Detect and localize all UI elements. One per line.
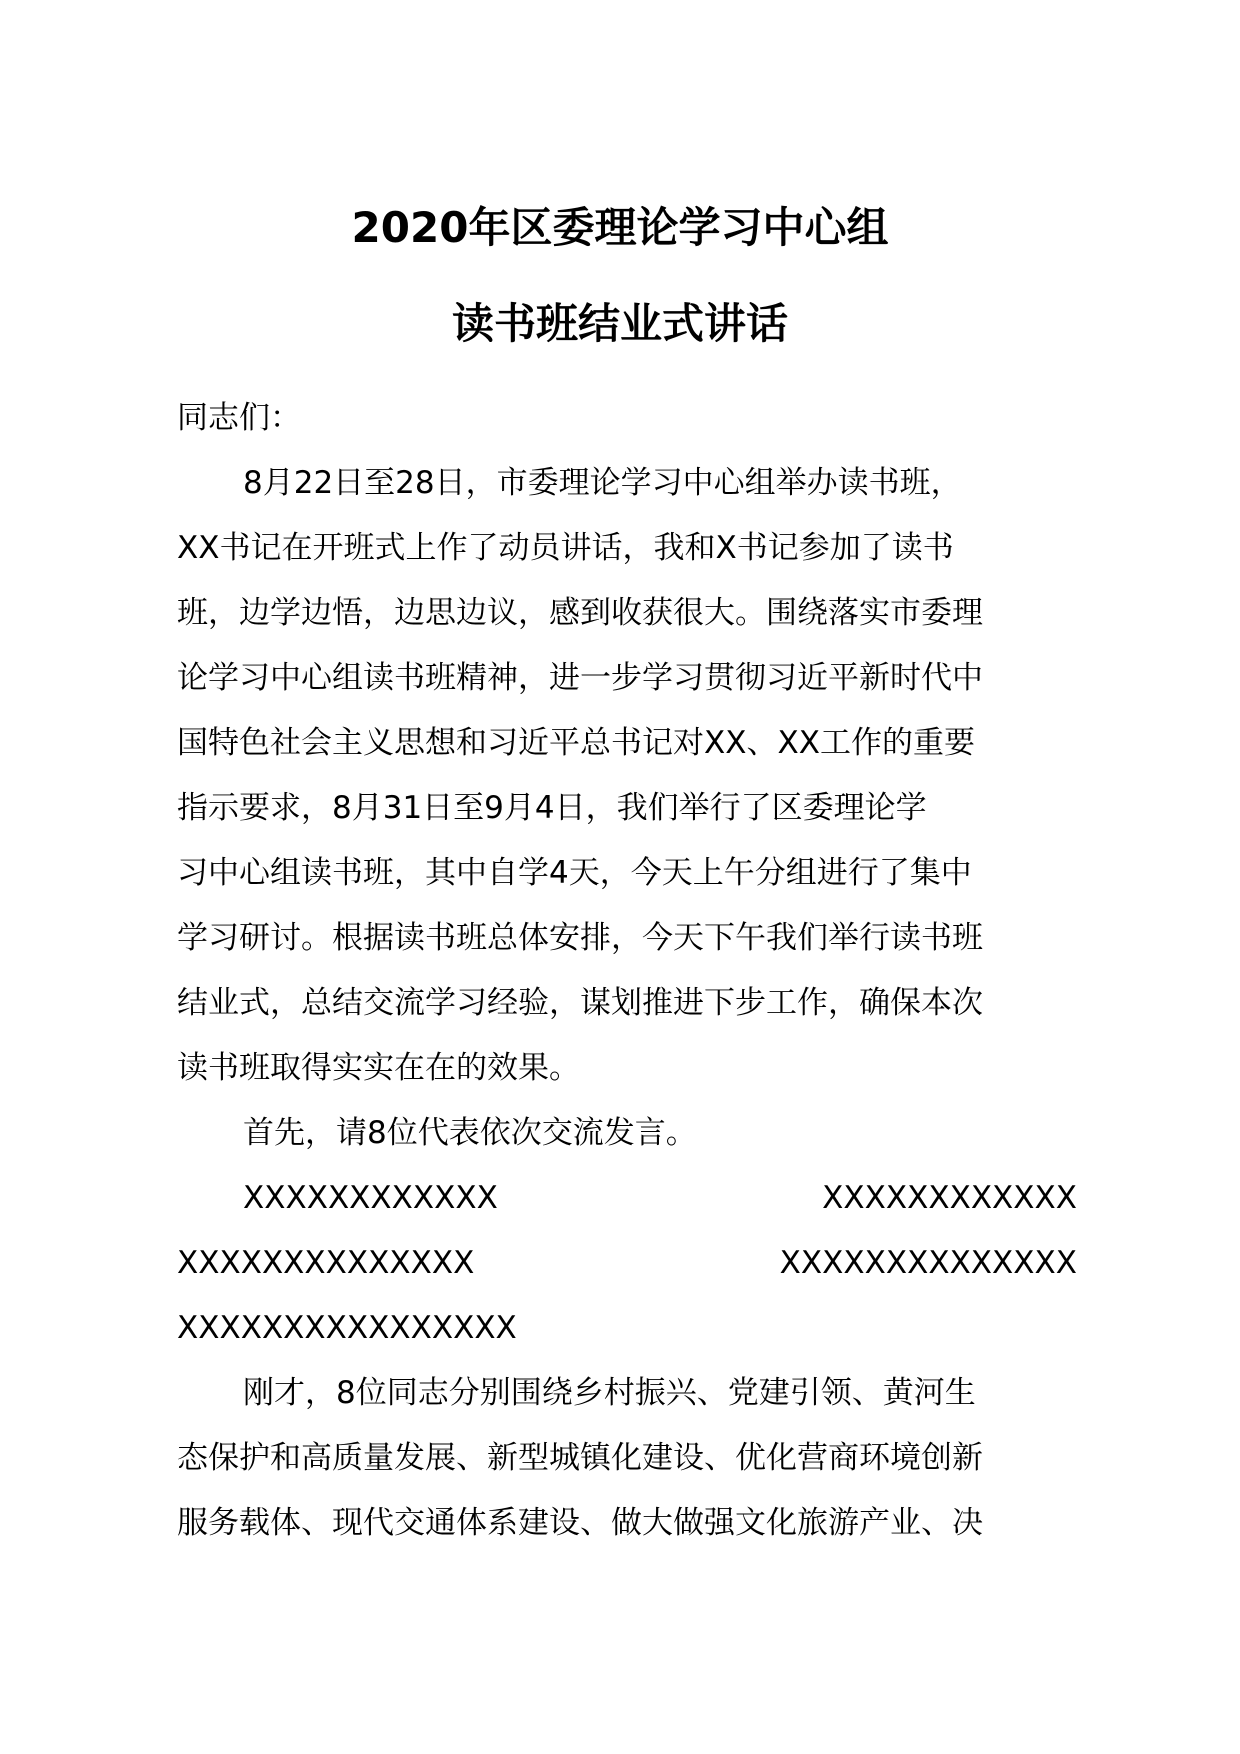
paragraph-1-line: 班，边学边悟，边思边议，感到收获很大。围绕落实市委理 [177, 595, 983, 631]
salutation: 同志们： [177, 400, 301, 436]
paragraph-1-line: 国特色社会主义思想和习近平总书记对XX、XX工作的重要 [177, 725, 975, 761]
placeholder-line-1 [177, 1166, 1077, 1231]
document-title-line-2: 读书班结业式讲话 [451, 299, 788, 348]
paragraph-1-line: 指示要求，8月31日至9月4日，我们举行了区委理论学 [177, 790, 927, 826]
paragraph-3-line: 刚才，8位同志分别围绕乡村振兴、党建引领、黄河生 [243, 1375, 976, 1411]
document-body [177, 386, 1077, 1556]
paragraph-1-line: 读书班取得实实在在的效果。 [177, 1050, 580, 1086]
placeholder-text: XXXXXXXXXXXXXX [177, 1245, 475, 1281]
paragraph-3-line: 态保护和高质量发展、新型城镇化建设、优化营商环境创新 [177, 1440, 983, 1476]
paragraph-1-line: 结业式，总结交流学习经验，谋划推进下步工作，确保本次 [177, 985, 983, 1021]
document-title-line-1: 2020年区委理论学习中心组 [351, 203, 889, 252]
paragraph-1-line: 论学习中心组读书班精神，进一步学习贯彻习近平新时代中 [177, 660, 983, 696]
paragraph-1-line: 习中心组读书班，其中自学4天，今天上午分组进行了集中 [177, 855, 972, 891]
paragraph-1-line: XX书记在开班式上作了动员讲话，我和X书记参加了读书 [177, 530, 954, 566]
placeholder-text: XXXXXXXXXXXX [243, 1180, 498, 1216]
paragraph-1-line: 8月22日至28日，市委理论学习中心组举办读书班， [243, 465, 962, 501]
placeholder-text: XXXXXXXXXXXX [822, 1180, 1077, 1216]
paragraph-1-line: 学习研讨。根据读书班总体安排，今天下午我们举行读书班 [177, 920, 983, 956]
placeholder-line-3: XXXXXXXXXXXXXXXX [177, 1310, 517, 1346]
paragraph-3-line: 服务载体、现代交通体系建设、做大做强文化旅游产业、决 [177, 1505, 983, 1541]
placeholder-text: XXXXXXXXXXXXXX [779, 1245, 1077, 1281]
placeholder-line-2 [177, 1231, 1077, 1296]
paragraph-2: 首先，请8位代表依次交流发言。 [243, 1115, 697, 1151]
